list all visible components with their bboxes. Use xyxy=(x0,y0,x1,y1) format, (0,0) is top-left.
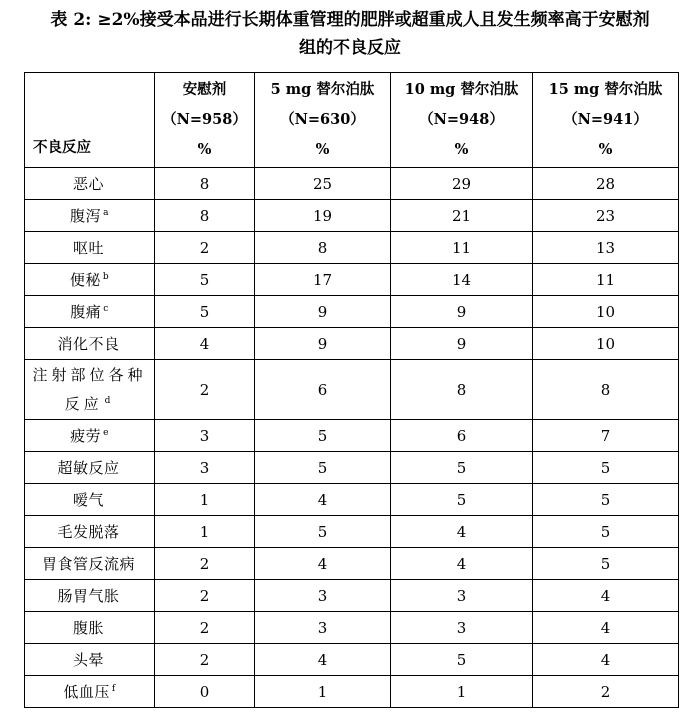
row-name: 胃食管反流病 xyxy=(41,555,135,573)
value-cell: 9 xyxy=(391,296,533,328)
row-footnote-marker: f xyxy=(111,684,116,694)
row-name-cell xyxy=(25,200,155,232)
value-cell: 2 xyxy=(533,676,679,708)
table-row xyxy=(25,580,679,612)
value-cell: 3 xyxy=(155,452,255,484)
value-cell: 5 xyxy=(155,264,255,296)
header-placebo-name: 安慰剂 xyxy=(182,81,227,98)
row-name-cell xyxy=(25,452,155,484)
value-cell: 3 xyxy=(255,580,391,612)
caption-line-2: 组的不良反应 xyxy=(299,38,401,58)
row-name: 疲劳 xyxy=(70,427,102,445)
row-name-cell xyxy=(25,168,155,200)
value-cell: 6 xyxy=(391,420,533,452)
value-cell: 13 xyxy=(533,232,679,264)
table-row xyxy=(25,420,679,452)
value-cell: 1 xyxy=(391,676,533,708)
row-name-cell xyxy=(25,296,155,328)
header-placebo xyxy=(155,73,255,168)
value-cell: 10 xyxy=(533,328,679,360)
value-cell: 5 xyxy=(533,548,679,580)
table-row xyxy=(25,612,679,644)
table-row xyxy=(25,232,679,264)
table-body xyxy=(25,168,679,708)
value-cell: 2 xyxy=(155,232,255,264)
header-5mg-name: 5 mg 替尔泊肽 xyxy=(270,81,375,98)
value-cell: 5 xyxy=(533,452,679,484)
header-10mg-name: 10 mg 替尔泊肽 xyxy=(404,81,519,98)
value-cell: 4 xyxy=(391,516,533,548)
header-10mg-n: （N=948） xyxy=(419,111,504,128)
value-cell: 5 xyxy=(255,516,391,548)
value-cell: 19 xyxy=(255,200,391,232)
table-row xyxy=(25,328,679,360)
value-cell: 23 xyxy=(533,200,679,232)
value-cell: 10 xyxy=(533,296,679,328)
table-row xyxy=(25,452,679,484)
value-cell: 3 xyxy=(391,580,533,612)
row-name: 注射部位各种反应 xyxy=(32,366,147,413)
table-row xyxy=(25,516,679,548)
value-cell: 4 xyxy=(533,580,679,612)
row-name: 呕吐 xyxy=(72,239,104,257)
row-footnote-marker: b xyxy=(102,272,110,282)
value-cell: 25 xyxy=(255,168,391,200)
value-cell: 4 xyxy=(391,548,533,580)
row-name: 头晕 xyxy=(72,651,104,669)
row-name-cell xyxy=(25,264,155,296)
row-name-cell xyxy=(25,360,155,420)
value-cell: 4 xyxy=(255,548,391,580)
header-5mg-unit: % xyxy=(315,141,330,158)
value-cell: 14 xyxy=(391,264,533,296)
table-row xyxy=(25,200,679,232)
row-name: 腹痛 xyxy=(70,303,102,321)
header-placebo-unit: % xyxy=(197,141,212,158)
value-cell: 4 xyxy=(255,644,391,676)
table-row xyxy=(25,360,679,420)
row-footnote-marker: a xyxy=(103,208,109,218)
value-cell: 3 xyxy=(255,612,391,644)
header-10mg xyxy=(391,73,533,168)
value-cell: 11 xyxy=(391,232,533,264)
table-row xyxy=(25,484,679,516)
row-name: 腹泻 xyxy=(70,207,102,225)
row-name: 肠胃气胀 xyxy=(57,587,120,605)
value-cell: 21 xyxy=(391,200,533,232)
table-row xyxy=(25,168,679,200)
value-cell: 1 xyxy=(155,516,255,548)
value-cell: 1 xyxy=(255,676,391,708)
header-row xyxy=(25,73,679,168)
row-name: 超敏反应 xyxy=(57,459,120,477)
value-cell: 5 xyxy=(533,516,679,548)
row-name: 腹胀 xyxy=(72,619,104,637)
table-row xyxy=(25,548,679,580)
row-name: 嗳气 xyxy=(72,491,104,509)
value-cell: 4 xyxy=(533,644,679,676)
value-cell: 28 xyxy=(533,168,679,200)
header-10mg-unit: % xyxy=(454,141,469,158)
value-cell: 5 xyxy=(155,296,255,328)
value-cell: 5 xyxy=(391,452,533,484)
value-cell: 2 xyxy=(155,644,255,676)
header-placebo-n: （N=958） xyxy=(162,111,247,128)
caption-line-1: 表 2: ≥2%接受本品进行长期体重管理的肥胖或超重成人且发生频率高于安慰剂 xyxy=(50,10,650,30)
row-name: 消化不良 xyxy=(57,335,120,353)
value-cell: 4 xyxy=(533,612,679,644)
table-caption xyxy=(0,6,700,62)
value-cell: 5 xyxy=(255,452,391,484)
value-cell: 8 xyxy=(255,232,391,264)
row-name: 低血压 xyxy=(63,683,110,701)
table-row xyxy=(25,296,679,328)
row-name-cell xyxy=(25,548,155,580)
header-15mg-unit: % xyxy=(598,141,613,158)
row-footnote-marker: e xyxy=(103,428,109,438)
row-name-cell xyxy=(25,612,155,644)
row-name-cell xyxy=(25,420,155,452)
value-cell: 5 xyxy=(533,484,679,516)
value-cell: 17 xyxy=(255,264,391,296)
value-cell: 5 xyxy=(255,420,391,452)
value-cell: 0 xyxy=(155,676,255,708)
value-cell: 8 xyxy=(391,360,533,420)
row-name-cell xyxy=(25,232,155,264)
value-cell: 9 xyxy=(255,296,391,328)
header-5mg-n: （N=630） xyxy=(280,111,365,128)
value-cell: 29 xyxy=(391,168,533,200)
value-cell: 4 xyxy=(255,484,391,516)
value-cell: 3 xyxy=(155,420,255,452)
value-cell: 4 xyxy=(155,328,255,360)
value-cell: 8 xyxy=(533,360,679,420)
value-cell: 3 xyxy=(391,612,533,644)
header-adverse-reaction: 不良反应 xyxy=(25,73,155,168)
value-cell: 11 xyxy=(533,264,679,296)
value-cell: 6 xyxy=(255,360,391,420)
value-cell: 8 xyxy=(155,168,255,200)
header-5mg xyxy=(255,73,391,168)
row-name-cell xyxy=(25,516,155,548)
value-cell: 1 xyxy=(155,484,255,516)
header-15mg-n: （N=941） xyxy=(563,111,648,128)
value-cell: 8 xyxy=(155,200,255,232)
row-name-cell xyxy=(25,644,155,676)
value-cell: 2 xyxy=(155,360,255,420)
table-row xyxy=(25,676,679,708)
row-footnote-marker: c xyxy=(103,304,109,314)
header-15mg xyxy=(533,73,679,168)
row-name-cell xyxy=(25,580,155,612)
row-name-cell xyxy=(25,676,155,708)
value-cell: 9 xyxy=(255,328,391,360)
row-name: 毛发脱落 xyxy=(57,523,120,541)
value-cell: 7 xyxy=(533,420,679,452)
adverse-reactions-table xyxy=(24,72,679,708)
row-footnote-marker: d xyxy=(104,396,115,406)
value-cell: 2 xyxy=(155,580,255,612)
value-cell: 9 xyxy=(391,328,533,360)
row-name: 便秘 xyxy=(69,271,101,289)
value-cell: 5 xyxy=(391,644,533,676)
value-cell: 5 xyxy=(391,484,533,516)
table-row xyxy=(25,644,679,676)
row-name-cell xyxy=(25,484,155,516)
value-cell: 2 xyxy=(155,612,255,644)
row-name-cell xyxy=(25,328,155,360)
value-cell: 2 xyxy=(155,548,255,580)
header-15mg-name: 15 mg 替尔泊肽 xyxy=(548,81,663,98)
row-name: 恶心 xyxy=(72,175,104,193)
table-row xyxy=(25,264,679,296)
